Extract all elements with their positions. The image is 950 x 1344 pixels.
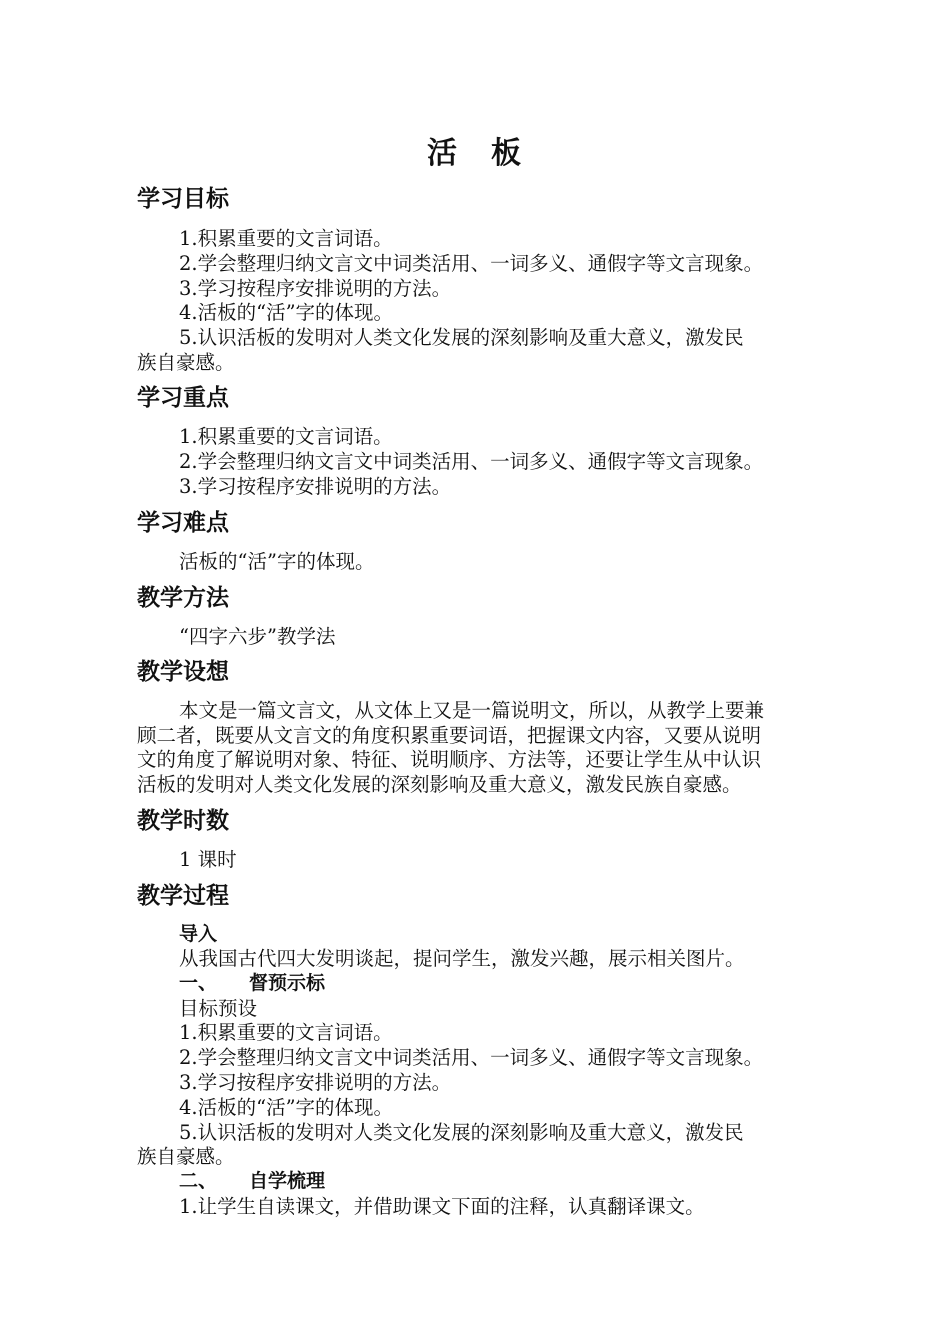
method-text: “四字六步”教学法 [179, 625, 336, 648]
step2-title: 自学梳理 [249, 1170, 326, 1192]
step2-heading [179, 1169, 325, 1194]
step1-item: 4.活板的“活”字的体现。 [179, 1096, 394, 1119]
step2-number: 二、 [179, 1170, 218, 1192]
intro-label: 导入 [179, 923, 218, 945]
objective-item: 1.积累重要的文言词语。 [179, 227, 393, 250]
step1-item: 5.认识活板的发明对人类文化发展的深刻影响及重大意义，激发民 [179, 1121, 744, 1144]
objective-item: 4.活板的“活”字的体现。 [179, 301, 394, 324]
design-paragraph-line: 顾二者，既要从文言文的角度积累重要词语，把握课文内容，又要从说明 [137, 724, 762, 747]
step1-title: 督预示标 [249, 972, 326, 994]
section-heading-difficulties: 学习难点 [137, 510, 229, 536]
design-paragraph-line: 文的角度了解说明对象、特征、说明顺序、方法等，还要让学生从中认识 [137, 748, 762, 771]
section-heading-method: 教学方法 [137, 585, 229, 611]
intro-text: 从我国古代四大发明谈起，提问学生，激发兴趣，展示相关图片。 [179, 947, 745, 970]
objective-item: 3.学习按程序安排说明的方法。 [179, 277, 452, 300]
section-heading-objectives: 学习目标 [137, 186, 229, 212]
section-heading-process: 教学过程 [137, 883, 229, 909]
step1-heading [179, 971, 325, 996]
section-heading-design: 教学设想 [137, 659, 229, 685]
objective-item: 2.学会整理归纳文言文中词类活用、一词多义、通假字等文言现象。 [179, 252, 764, 275]
design-paragraph-line: 活板的发明对人类文化发展的深刻影响及重大意义，激发民族自豪感。 [137, 773, 742, 796]
key-point-item: 1.积累重要的文言词语。 [179, 425, 393, 448]
section-heading-key-points: 学习重点 [137, 385, 229, 411]
section-heading-hours: 教学时数 [137, 808, 229, 834]
design-paragraph-line: 本文是一篇文言文，从文体上又是一篇说明文，所以，从教学上要兼 [179, 699, 765, 722]
key-point-item: 2.学会整理归纳文言文中词类活用、一词多义、通假字等文言现象。 [179, 450, 764, 473]
step1-item: 2.学会整理归纳文言文中词类活用、一词多义、通假字等文言现象。 [179, 1046, 764, 1069]
objective-item-continued: 族自豪感。 [137, 351, 235, 374]
key-point-item: 3.学习按程序安排说明的方法。 [179, 475, 452, 498]
step1-subtitle: 目标预设 [179, 997, 258, 1020]
step1-item-continued: 族自豪感。 [137, 1145, 235, 1168]
objective-item: 5.认识活板的发明对人类文化发展的深刻影响及重大意义，激发民 [179, 326, 744, 349]
step2-item: 1.让学生自读课文，并借助课文下面的注释，认真翻译课文。 [179, 1195, 705, 1218]
step1-number: 一、 [179, 972, 218, 994]
difficulty-text: 活板的“活”字的体现。 [179, 550, 375, 573]
step1-item: 1.积累重要的文言词语。 [179, 1021, 393, 1044]
hours-text: 1 课时 [179, 848, 237, 871]
step1-item: 3.学习按程序安排说明的方法。 [179, 1071, 452, 1094]
page-title: 活 板 [427, 136, 523, 171]
